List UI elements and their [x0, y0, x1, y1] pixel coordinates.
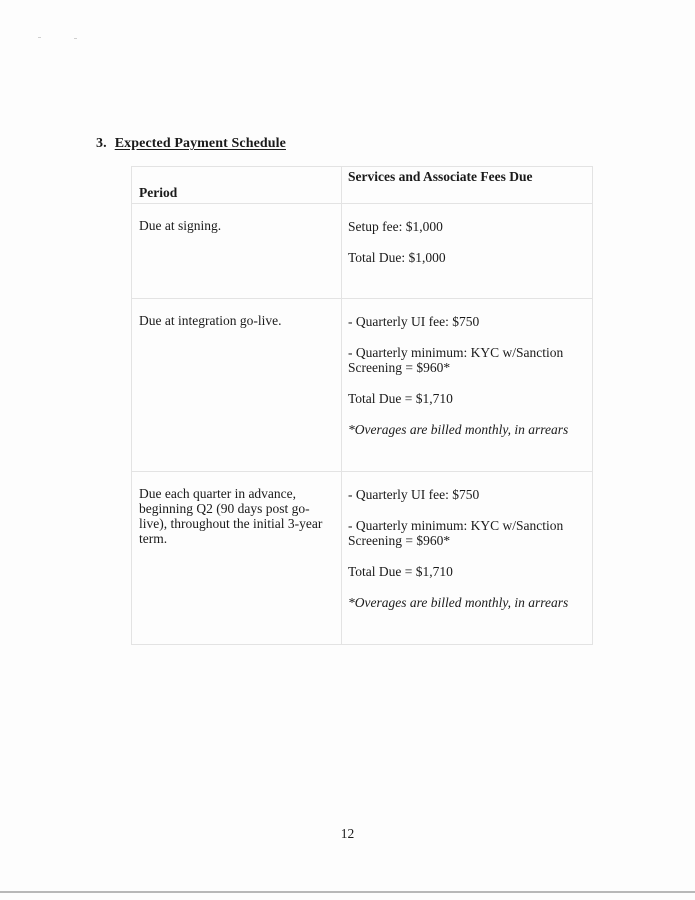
fees-cell [342, 472, 593, 645]
page-number: 12 [340, 826, 355, 841]
fee-note: *Overages are billed monthly, in arrears [348, 422, 569, 437]
section-heading [96, 136, 286, 152]
fees-cell [342, 204, 593, 299]
fee-line: - Quarterly minimum: KYC w/Sanction Screening = $960* [348, 345, 564, 375]
header-period: Period [132, 167, 342, 204]
table-row [132, 472, 593, 645]
period-cell: Due at integration go-live. [132, 299, 342, 472]
scan-speck [38, 37, 41, 38]
table-row [132, 299, 593, 472]
period-cell: Due at signing. [132, 204, 342, 299]
fee-line: - Quarterly UI fee: $750 [348, 487, 480, 502]
fee-note: *Overages are billed monthly, in arrears [348, 595, 569, 610]
section-title: Expected Payment Schedule [114, 136, 286, 151]
fee-line: Total Due = $1,710 [348, 391, 453, 406]
fee-line: - Quarterly minimum: KYC w/Sanction Screening = $960* [348, 518, 564, 548]
scan-speck [74, 38, 77, 39]
table-row [132, 204, 593, 299]
fee-line: Total Due: $1,000 [348, 250, 446, 265]
table-header-row [132, 167, 593, 204]
fee-line: Setup fee: $1,000 [348, 219, 443, 234]
fees-cell [342, 299, 593, 472]
period-cell: Due each quarter in advance, beginning Q2 (90 days post go-live), throughout the initial 3-year term. [132, 472, 342, 645]
fee-line: Total Due = $1,710 [348, 564, 453, 579]
payment-schedule-table [131, 166, 593, 645]
section-number: 3. [96, 136, 107, 151]
header-fees: Services and Associate Fees Due [342, 167, 593, 204]
page-bottom-edge [0, 891, 695, 893]
fee-line: - Quarterly UI fee: $750 [348, 314, 480, 329]
